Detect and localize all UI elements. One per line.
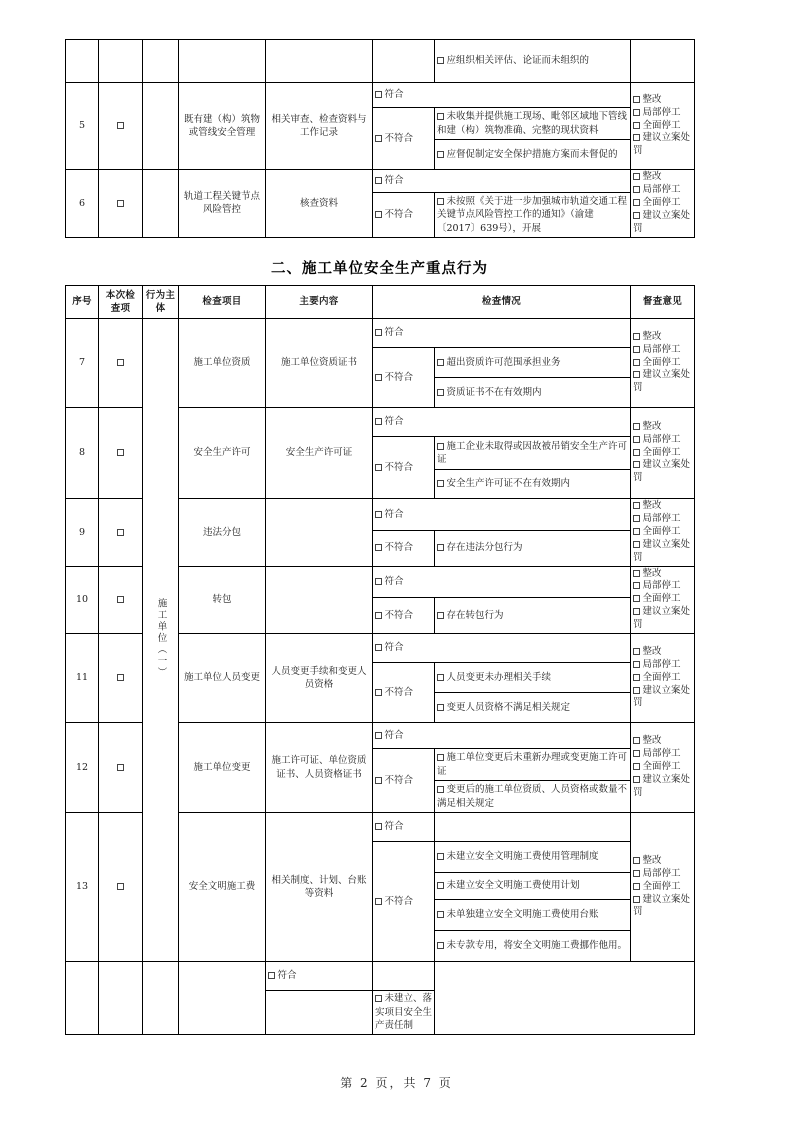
cell-check-item: 违法分包 bbox=[179, 499, 266, 567]
opinion-option[interactable]: 局部停工 bbox=[633, 868, 692, 881]
cell-nonconform-detail: 施工单位变更后未重新办理或变更施工许可证 bbox=[435, 749, 631, 781]
cell-conform: 符合 bbox=[373, 83, 631, 108]
checkbox-icon[interactable] bbox=[633, 776, 640, 783]
cell-nonconform-label: 不符合 bbox=[373, 842, 435, 962]
table-row bbox=[66, 170, 695, 193]
cell-seq bbox=[66, 40, 99, 83]
checkbox-icon[interactable] bbox=[437, 786, 444, 793]
checkbox-icon[interactable] bbox=[117, 674, 124, 681]
checkbox-icon[interactable] bbox=[375, 777, 382, 784]
cell-current-check bbox=[99, 723, 143, 813]
opinion-option[interactable]: 建议立案处罚 bbox=[633, 684, 691, 709]
opinion-option[interactable]: 建议立案处罚 bbox=[633, 774, 691, 798]
cell-conform-blank bbox=[373, 40, 435, 83]
cell-nonconform-label: 不符合 bbox=[373, 749, 435, 813]
cell-current-check bbox=[99, 83, 143, 170]
cell-current-check bbox=[99, 319, 143, 408]
cell-seq bbox=[66, 962, 99, 1034]
opinion-option[interactable]: 建议立案处罚 bbox=[633, 538, 691, 563]
checkbox-icon[interactable] bbox=[437, 704, 444, 711]
cell-nonconform-label: 不符合 bbox=[373, 108, 435, 170]
checkbox-icon[interactable] bbox=[633, 502, 640, 509]
table-row bbox=[66, 962, 695, 991]
cell-conform: 符合 bbox=[373, 813, 435, 842]
cell-check-item: 施工单位变更 bbox=[179, 723, 266, 813]
cell-nonconform-detail: 未专款专用，将安全文明施工费挪作他用。 bbox=[435, 931, 631, 962]
checkbox-icon[interactable] bbox=[633, 109, 640, 116]
cell-nonconform-label: 不符合 bbox=[373, 437, 435, 499]
cell-nonconform-detail: 变更人员资格不满足相关规定 bbox=[435, 693, 631, 723]
opinion-option[interactable]: 局部停工 bbox=[633, 434, 692, 447]
cell-subject bbox=[143, 170, 179, 238]
cell-nonconform-detail: 应督促制定安全保护措施方案而未督促的 bbox=[435, 140, 631, 170]
checkbox-icon[interactable] bbox=[437, 443, 444, 450]
checkbox-icon[interactable] bbox=[633, 436, 640, 443]
opinion-option[interactable]: 整改 bbox=[633, 646, 692, 659]
opinion-option[interactable]: 全面停工 bbox=[633, 593, 692, 606]
page-footer: 第 2 页，共 7 页 bbox=[340, 1076, 453, 1090]
opinion-option[interactable]: 全面停工 bbox=[633, 672, 692, 685]
cell-check-item bbox=[143, 962, 179, 1034]
opinion-option[interactable]: 整改 bbox=[633, 855, 692, 868]
cell-supervision-opinion bbox=[631, 319, 695, 408]
opinion-option[interactable]: 局部停工 bbox=[633, 659, 692, 672]
table-construction-unit-behaviors bbox=[65, 285, 695, 1035]
opinion-option[interactable]: 整改 bbox=[633, 94, 692, 107]
opinion-option[interactable]: 局部停工 bbox=[633, 184, 692, 197]
opinion-option[interactable]: 整改 bbox=[633, 568, 692, 581]
cell-seq: 13 bbox=[66, 813, 99, 962]
opinion-option[interactable]: 全面停工 bbox=[633, 526, 692, 539]
checkbox-icon[interactable] bbox=[437, 612, 444, 619]
checkbox-icon[interactable] bbox=[437, 57, 444, 64]
cell-current-check bbox=[99, 813, 143, 962]
checkbox-icon[interactable] bbox=[375, 995, 382, 1002]
cell-supervision-opinion bbox=[631, 83, 695, 170]
cell-seq: 5 bbox=[66, 83, 99, 170]
section-title-wrapper bbox=[65, 248, 694, 285]
checkbox-icon[interactable] bbox=[375, 418, 382, 425]
checkbox-icon[interactable] bbox=[633, 359, 640, 366]
checkbox-icon[interactable] bbox=[437, 911, 444, 918]
cell-supervision-opinion bbox=[631, 813, 695, 962]
checkbox-icon[interactable] bbox=[117, 883, 124, 890]
opinion-option[interactable]: 局部停工 bbox=[633, 748, 692, 761]
opinion-option[interactable]: 建议立案处罚 bbox=[633, 132, 691, 157]
cell-main-content bbox=[266, 566, 373, 634]
cell-conform: 符合 bbox=[373, 319, 631, 348]
cell-current-check bbox=[99, 408, 143, 499]
checkbox-icon[interactable] bbox=[375, 329, 382, 336]
cell-nonconform-detail: 存在违法分包行为 bbox=[435, 530, 631, 566]
opinion-option[interactable]: 整改 bbox=[633, 500, 692, 513]
cell-nonconform-detail: 存在转包行为 bbox=[435, 598, 631, 634]
header-subject: 行为主体 bbox=[143, 286, 179, 319]
checkbox-icon[interactable] bbox=[375, 177, 382, 184]
cell-seq: 6 bbox=[66, 170, 99, 238]
checkbox-icon[interactable] bbox=[375, 135, 382, 142]
checkbox-icon[interactable] bbox=[375, 211, 382, 218]
checkbox-icon[interactable] bbox=[633, 212, 640, 219]
checkbox-icon[interactable] bbox=[375, 689, 382, 696]
checkbox-icon[interactable] bbox=[117, 122, 124, 129]
cell-nonconform-label bbox=[266, 991, 373, 1034]
opinion-option[interactable]: 局部停工 bbox=[633, 107, 692, 120]
cell-check-item: 轨道工程关键节点风险管控 bbox=[179, 170, 266, 238]
opinion-option[interactable]: 全面停工 bbox=[633, 357, 692, 370]
cell-nonconform-label: 不符合 bbox=[373, 598, 435, 634]
table-row bbox=[66, 40, 695, 83]
checkbox-icon[interactable] bbox=[633, 134, 640, 141]
checkbox-icon[interactable] bbox=[268, 972, 275, 979]
checkbox-icon[interactable] bbox=[633, 674, 640, 681]
checkbox-icon[interactable] bbox=[633, 870, 640, 877]
checkbox-icon[interactable] bbox=[633, 648, 640, 655]
header-current-check: 本次检查项 bbox=[99, 286, 143, 319]
header-check-status: 检查情况 bbox=[373, 286, 631, 319]
checkbox-icon[interactable] bbox=[633, 96, 640, 103]
checkbox-icon[interactable] bbox=[633, 461, 640, 468]
cell-conform: 符合 bbox=[373, 723, 631, 749]
checkbox-icon[interactable] bbox=[375, 544, 382, 551]
checkbox-icon[interactable] bbox=[633, 896, 640, 903]
cell-supervision-opinion-empty bbox=[435, 962, 631, 1034]
checkbox-icon[interactable] bbox=[633, 608, 640, 615]
cell-nonconform-detail: 变更后的施工单位资质、人员资格或数量不满足相关规定 bbox=[435, 781, 631, 813]
opinion-option[interactable]: 局部停工 bbox=[633, 580, 692, 593]
cell-nonconform-label: 不符合 bbox=[373, 348, 435, 408]
checkbox-icon[interactable] bbox=[437, 544, 444, 551]
cell-nonconform-detail: 未按照《关于进一步加强城市轨道交通工程关键节点风险管控工作的通知》（渝建〔2017〕639号），开展 bbox=[435, 193, 631, 237]
cell-supervision-opinion bbox=[631, 634, 695, 723]
opinion-option[interactable]: 局部停工 bbox=[633, 344, 692, 357]
cell-supervision-opinion bbox=[631, 170, 695, 238]
checkbox-icon[interactable] bbox=[633, 763, 640, 770]
cell-check-item: 既有建（构）筑物或管线安全管理 bbox=[179, 83, 266, 170]
checkbox-icon[interactable] bbox=[437, 151, 444, 158]
cell-main-content bbox=[266, 499, 373, 567]
header-check-item: 检查项目 bbox=[179, 286, 266, 319]
cell-nonconform-detail: 未建立、落实项目安全生产责任制 bbox=[373, 991, 435, 1034]
cell-seq: 7 bbox=[66, 319, 99, 408]
opinion-option[interactable]: 建议立案处罚 bbox=[633, 369, 691, 394]
checkbox-icon[interactable] bbox=[437, 113, 444, 120]
header-seq: 序号 bbox=[66, 286, 99, 319]
checkbox-icon[interactable] bbox=[437, 359, 444, 366]
cell-conform: 符合 bbox=[266, 962, 373, 991]
cell-nonconform-label: 不符合 bbox=[373, 193, 435, 237]
cell-check-item: 施工单位人员变更 bbox=[179, 634, 266, 723]
cell-main-content: 相关制度、计划、台账等资料 bbox=[266, 813, 373, 962]
page-title: 二、施工单位安全生产重点行为 bbox=[271, 261, 488, 277]
checkbox-icon[interactable] bbox=[375, 464, 382, 471]
opinion-option[interactable]: 全面停工 bbox=[633, 761, 692, 774]
checkbox-icon[interactable] bbox=[633, 661, 640, 668]
checkbox-icon[interactable] bbox=[437, 480, 444, 487]
checkbox-icon[interactable] bbox=[633, 595, 640, 602]
checkbox-icon[interactable] bbox=[633, 750, 640, 757]
opinion-option[interactable]: 整改 bbox=[633, 735, 692, 748]
cell-nonconform-label: 不符合 bbox=[373, 530, 435, 566]
checkbox-icon[interactable] bbox=[437, 389, 444, 396]
checkbox-icon[interactable] bbox=[117, 449, 124, 456]
cell-nonconform-detail: 未单独建立安全文明施工费使用台账 bbox=[435, 900, 631, 931]
cell-seq: 12 bbox=[66, 723, 99, 813]
table-header-row bbox=[66, 286, 695, 319]
cell-supervision-opinion bbox=[631, 408, 695, 499]
cell-current-check bbox=[99, 566, 143, 634]
opinion-option[interactable]: 整改 bbox=[633, 171, 692, 184]
cell-seq: 9 bbox=[66, 499, 99, 567]
table-row bbox=[66, 83, 695, 108]
cell-main-content: 相关审查、检查资料与工作记录 bbox=[266, 83, 373, 170]
checkbox-icon[interactable] bbox=[117, 529, 124, 536]
cell-check-item: 安全生产许可 bbox=[179, 408, 266, 499]
cell-nonconform-detail: 未收集并提供施工现场、毗邻区域地下管线和建（构）筑物准确、完整的现状资料 bbox=[435, 108, 631, 140]
checkbox-icon[interactable] bbox=[633, 541, 640, 548]
checkbox-icon[interactable] bbox=[633, 186, 640, 193]
checkbox-icon[interactable] bbox=[633, 449, 640, 456]
cell-conform: 符合 bbox=[373, 566, 631, 598]
checkbox-icon[interactable] bbox=[633, 423, 640, 430]
opinion-option[interactable]: 整改 bbox=[633, 331, 692, 344]
cell-nonconform-detail: 安全生产许可证不在有效期内 bbox=[435, 470, 631, 499]
checkbox-icon[interactable] bbox=[633, 122, 640, 129]
cell-nonconform-detail: 未建立安全文明施工费使用管理制度 bbox=[435, 842, 631, 873]
cell-main-content bbox=[179, 962, 266, 1034]
opinion-option[interactable]: 全面停工 bbox=[633, 197, 692, 210]
checkbox-icon[interactable] bbox=[437, 942, 444, 949]
header-main-content: 主要内容 bbox=[266, 286, 373, 319]
checkbox-icon[interactable] bbox=[375, 898, 382, 905]
opinion-option[interactable]: 建议立案处罚 bbox=[633, 606, 691, 631]
cell-current-check bbox=[99, 499, 143, 567]
cell-main-content: 施工许可证、单位资质证书、人员资格证书 bbox=[266, 723, 373, 813]
cell-nonconform-detail: 施工企业未取得或因故被吊销安全生产许可证 bbox=[435, 437, 631, 470]
checkbox-icon[interactable] bbox=[633, 737, 640, 744]
checkbox-icon[interactable] bbox=[375, 732, 382, 739]
cell-subject bbox=[143, 83, 179, 170]
checkbox-icon[interactable] bbox=[633, 883, 640, 890]
cell-nonconform-label: 不符合 bbox=[373, 663, 435, 723]
checkbox-icon[interactable] bbox=[375, 578, 382, 585]
cell-nonconform-detail: 超出资质许可范围承担业务 bbox=[435, 348, 631, 378]
cell-seq: 10 bbox=[66, 566, 99, 634]
checkbox-icon[interactable] bbox=[117, 596, 124, 603]
cell-check-item bbox=[179, 40, 266, 83]
opinion-option[interactable]: 建议立案处罚 bbox=[633, 459, 691, 484]
checkbox-icon[interactable] bbox=[437, 198, 444, 205]
cell-nonconform-detail: 未建立安全文明施工费使用计划 bbox=[435, 873, 631, 900]
opinion-option[interactable]: 建议立案处罚 bbox=[633, 209, 691, 234]
cell-conform-spacer bbox=[435, 813, 631, 842]
cell-current-check bbox=[99, 40, 143, 83]
checkbox-icon[interactable] bbox=[437, 674, 444, 681]
opinion-option[interactable]: 建议立案处罚 bbox=[633, 893, 691, 918]
cell-check-item: 转包 bbox=[179, 566, 266, 634]
cell-conform: 符合 bbox=[373, 499, 631, 531]
opinion-option[interactable]: 整改 bbox=[633, 421, 692, 434]
checkbox-icon[interactable] bbox=[633, 333, 640, 340]
checkbox-icon[interactable] bbox=[375, 644, 382, 651]
cell-conform: 符合 bbox=[373, 170, 631, 193]
cell-check-item: 施工单位资质 bbox=[179, 319, 266, 408]
checkbox-icon[interactable] bbox=[633, 528, 640, 535]
checkbox-icon[interactable] bbox=[633, 173, 640, 180]
checkbox-icon[interactable] bbox=[375, 511, 382, 518]
checkbox-icon[interactable] bbox=[375, 374, 382, 381]
checkbox-icon[interactable] bbox=[375, 823, 382, 830]
checkbox-icon[interactable] bbox=[633, 371, 640, 378]
header-supervision-opinion: 督查意见 bbox=[631, 286, 695, 319]
table-continuation bbox=[65, 39, 695, 238]
cell-nonconform-detail: 人员变更未办理相关手续 bbox=[435, 663, 631, 693]
opinion-option[interactable]: 局部停工 bbox=[633, 513, 692, 526]
cell-conform-spacer bbox=[373, 962, 435, 991]
checkbox-icon[interactable] bbox=[633, 199, 640, 206]
cell-current-check bbox=[99, 634, 143, 723]
cell-conform: 符合 bbox=[373, 408, 631, 437]
opinion-option[interactable]: 全面停工 bbox=[633, 881, 692, 894]
cell-nonconform-detail: 资质证书不在有效期内 bbox=[435, 378, 631, 408]
cell-main-content: 安全生产许可证 bbox=[266, 408, 373, 499]
cell-main-content: 施工单位资质证书 bbox=[266, 319, 373, 408]
checkbox-icon[interactable] bbox=[375, 612, 382, 619]
checkbox-icon[interactable] bbox=[633, 570, 640, 577]
opinion-option[interactable]: 全面停工 bbox=[633, 447, 692, 460]
cell-seq: 8 bbox=[66, 408, 99, 499]
checkbox-icon[interactable] bbox=[633, 687, 640, 694]
opinion-option[interactable]: 全面停工 bbox=[633, 120, 692, 133]
cell-nonconform-detail: 应组织相关评估、论证而未组织的 bbox=[435, 40, 631, 83]
checkbox-icon[interactable] bbox=[437, 882, 444, 889]
checkbox-icon[interactable] bbox=[437, 754, 444, 761]
cell-subject bbox=[143, 40, 179, 83]
cell-subject-vertical bbox=[143, 319, 179, 962]
cell-check-item: 安全文明施工费 bbox=[179, 813, 266, 962]
checkbox-icon[interactable] bbox=[633, 346, 640, 353]
cell-main-content: 人员变更手续和变更人员资格 bbox=[266, 634, 373, 723]
checkbox-icon[interactable] bbox=[375, 91, 382, 98]
checkbox-icon[interactable] bbox=[117, 764, 124, 771]
cell-seq: 11 bbox=[66, 634, 99, 723]
checkbox-icon[interactable] bbox=[633, 857, 640, 864]
cell-supervision-opinion bbox=[631, 566, 695, 634]
cell-supervision-opinion bbox=[631, 723, 695, 813]
checkbox-icon[interactable] bbox=[437, 853, 444, 860]
cell-current-check bbox=[99, 962, 143, 1034]
cell-conform: 符合 bbox=[373, 634, 631, 663]
checkbox-icon[interactable] bbox=[633, 582, 640, 589]
subject-label: 施工单位（一） bbox=[155, 597, 167, 679]
cell-main-content: 核查资料 bbox=[266, 170, 373, 238]
cell-supervision-opinion bbox=[631, 499, 695, 567]
cell-supervision-opinion bbox=[631, 40, 695, 83]
table-row bbox=[66, 319, 695, 348]
cell-current-check bbox=[99, 170, 143, 238]
checkbox-icon[interactable] bbox=[633, 515, 640, 522]
checkbox-icon[interactable] bbox=[117, 200, 124, 207]
cell-main-content bbox=[266, 40, 373, 83]
checkbox-icon[interactable] bbox=[117, 359, 124, 366]
